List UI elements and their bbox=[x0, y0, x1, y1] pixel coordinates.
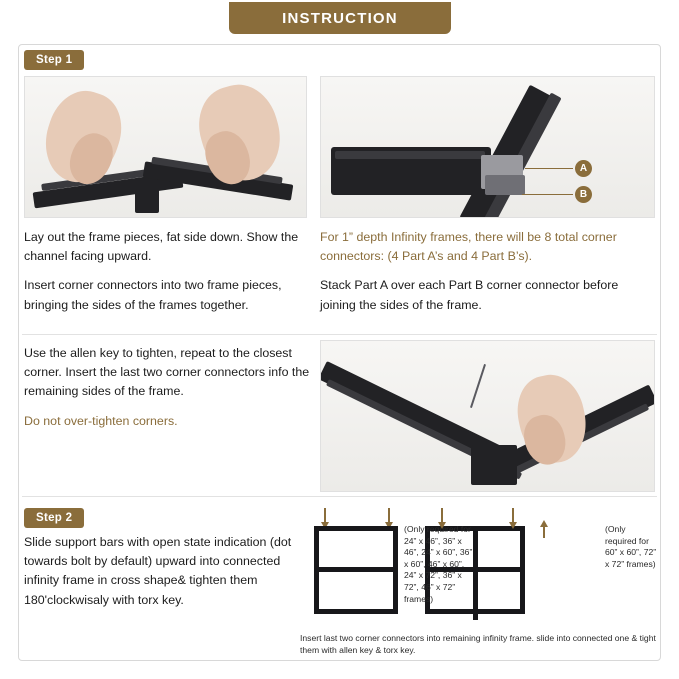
frame-diagram-left bbox=[314, 526, 398, 614]
step2-text bbox=[24, 533, 306, 610]
step1-left-text bbox=[24, 228, 312, 315]
step-2-badge: Step 2 bbox=[24, 508, 84, 528]
photo-corner-connector-parts bbox=[320, 76, 655, 218]
callout-label-b: B bbox=[575, 186, 592, 203]
callout-leader-a bbox=[525, 168, 573, 169]
photo-frame-pieces-layout bbox=[24, 76, 307, 218]
step1-lower-paragraph-1: Use the allen key to tighten, repeat to the closest corner. Insert the last two corner connectors info the remaining sides of the frame. bbox=[24, 346, 310, 399]
step1-lower-warning: Do not over-tighten corners. bbox=[24, 413, 178, 428]
step2-note-left: (Only required for 24” x 46”, 36” x 46”, 24” x 60”, 36” x 60”, 46” x 60”, 24” x 72”, 36” x 72”, 46” x 72” frames) bbox=[404, 524, 473, 604]
instruction-header-banner bbox=[229, 2, 451, 34]
step1-right-text bbox=[320, 228, 656, 315]
page-title: INSTRUCTION bbox=[282, 9, 398, 27]
step1-right-paragraph-1: For 1” depth Infinity frames, there will be 8 total corner connectors: (4 Part A’s and 4 Part B’s). bbox=[320, 230, 617, 264]
step1-left-paragraph-1: Lay out the frame pieces, fat side down. Show the channel facing upward. bbox=[24, 230, 299, 264]
step2-paragraph: Slide support bars with open state indication (dot towards bolt by default) upward into connected infinity frame in cross shape& tighten them 180'clockwisaly with torx key. bbox=[24, 535, 292, 607]
section-divider-2 bbox=[22, 496, 657, 497]
photo-tightening-allen-key bbox=[320, 340, 655, 492]
step1-lower-text bbox=[24, 344, 314, 431]
arrow-down-right2 bbox=[509, 522, 517, 529]
step2-note-right: (Only required for 60” x 60”, 72” x 72” frames) bbox=[605, 524, 657, 569]
callout-leader-b bbox=[522, 194, 573, 195]
section-divider-1 bbox=[22, 334, 657, 335]
callout-label-a: A bbox=[575, 160, 592, 177]
step1-right-paragraph-2: Stack Part A over each Part B corner connector before joining the sides of the frame. bbox=[320, 278, 619, 312]
step-1-badge: Step 1 bbox=[24, 50, 84, 70]
step1-left-paragraph-2: Insert corner connectors into two frame pieces, bringing the sides of the frames together. bbox=[24, 278, 282, 312]
arrow-up-right bbox=[540, 520, 548, 527]
step2-bottom-note: Insert last two corner connectors into remaining infinity frame. slide into connected one & tight them with allen key & torx key. bbox=[300, 633, 656, 656]
